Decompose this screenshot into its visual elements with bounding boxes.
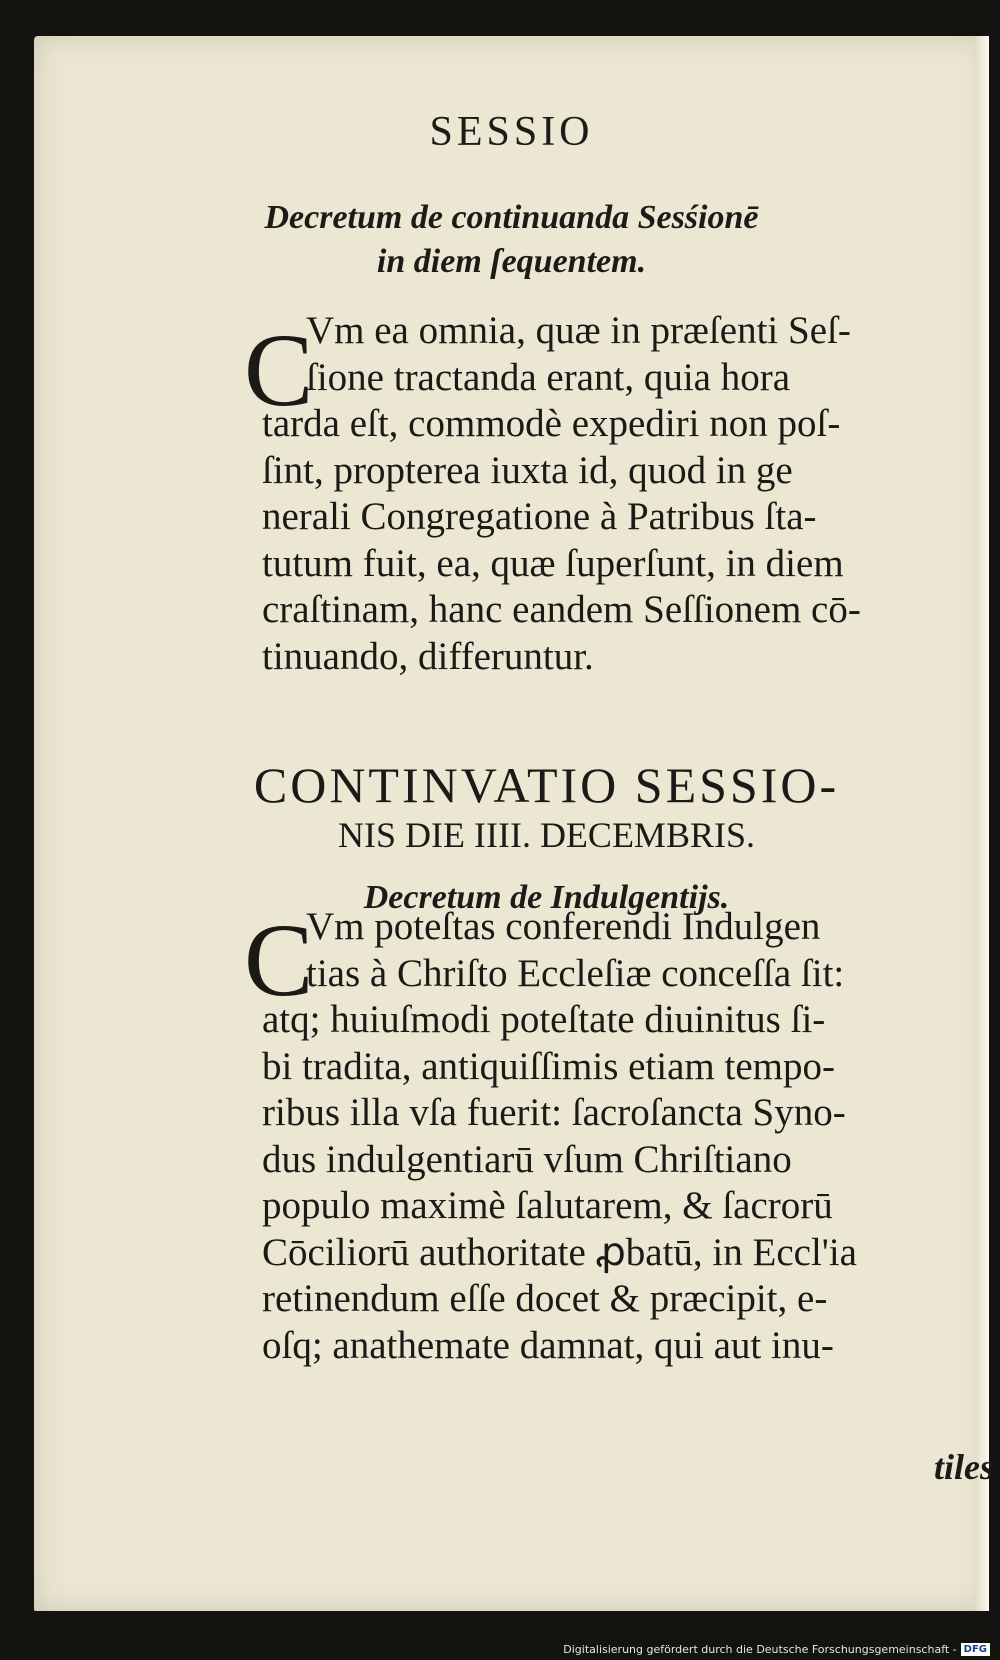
decree1-title-line2: in diem ſequentem. — [376, 243, 647, 280]
text-line: craſtinam, hanc eandem Seſſionem cō- — [262, 588, 861, 631]
decree1-title-line1: Decretum de continuanda Sesśionē — [264, 199, 759, 236]
continuation-heading-line2: NIS DIE IIII. DECEMBRIS. — [338, 815, 755, 855]
digitization-footer — [563, 1643, 990, 1656]
catchword: tiles — [934, 1447, 994, 1487]
text-line: ſint, propterea iuxta id, quod in ge — [262, 448, 793, 492]
text-line: tarda eſt, commodè expediri non poſ- — [262, 402, 841, 445]
text-line: tias à Chriſto Eccleſiæ conceſſa ſit: — [306, 951, 845, 995]
footer-text: Digitalisierung gefördert durch die Deutsche Forschungsgemeinschaft - — [563, 1643, 957, 1656]
text-line: nerali Congregatione à Patribus ſta- — [262, 495, 817, 538]
text-line: Vm poteſtas conferendi Indulgen — [306, 905, 821, 948]
running-header: SESSIO — [429, 109, 594, 155]
drop-cap: C — [244, 313, 314, 428]
decree1-body — [262, 308, 997, 680]
text-line: bi tradita, antiquiſſimis etiam tempo- — [262, 1044, 835, 1088]
dfg-logo-icon: DFG — [961, 1643, 990, 1656]
text-line: tinuando, differuntur. — [262, 634, 594, 678]
text-line: tutum fuit, ea, quæ ſuperſunt, in diem — [262, 541, 844, 585]
text-line: atq; huiuſmodi poteſtate diuinitus ſi- — [262, 998, 826, 1041]
text-line: Cōciliorū authoritate ꝓbatū, in Eccl'ia — [262, 1230, 857, 1274]
text-line: ribus illa vſa fuerit: ſacroſancta Syno- — [262, 1091, 846, 1134]
continuation-heading-line1: CONTINVATIO SESSIO- — [253, 757, 840, 813]
decree2-body — [262, 904, 997, 1369]
book-page — [34, 36, 994, 1611]
drop-cap: C — [244, 903, 314, 1018]
text-line: dus indulgentiarū vſum Chriſtiano — [262, 1137, 792, 1181]
decree2-title: Decretum de Indulgentijs. — [363, 879, 730, 916]
text-line: populo maximè ſalutarem, & ſacrorū — [262, 1184, 833, 1227]
text-line: Vm ea omnia, quæ in præſenti Seſ- — [306, 309, 851, 352]
text-line: retinendum eſſe docet & præcipit, e- — [262, 1277, 828, 1320]
text-line: oſq; anathemate damnat, qui aut inu- — [262, 1323, 834, 1367]
text-line: ſione tractanda erant, quia hora — [306, 355, 791, 399]
